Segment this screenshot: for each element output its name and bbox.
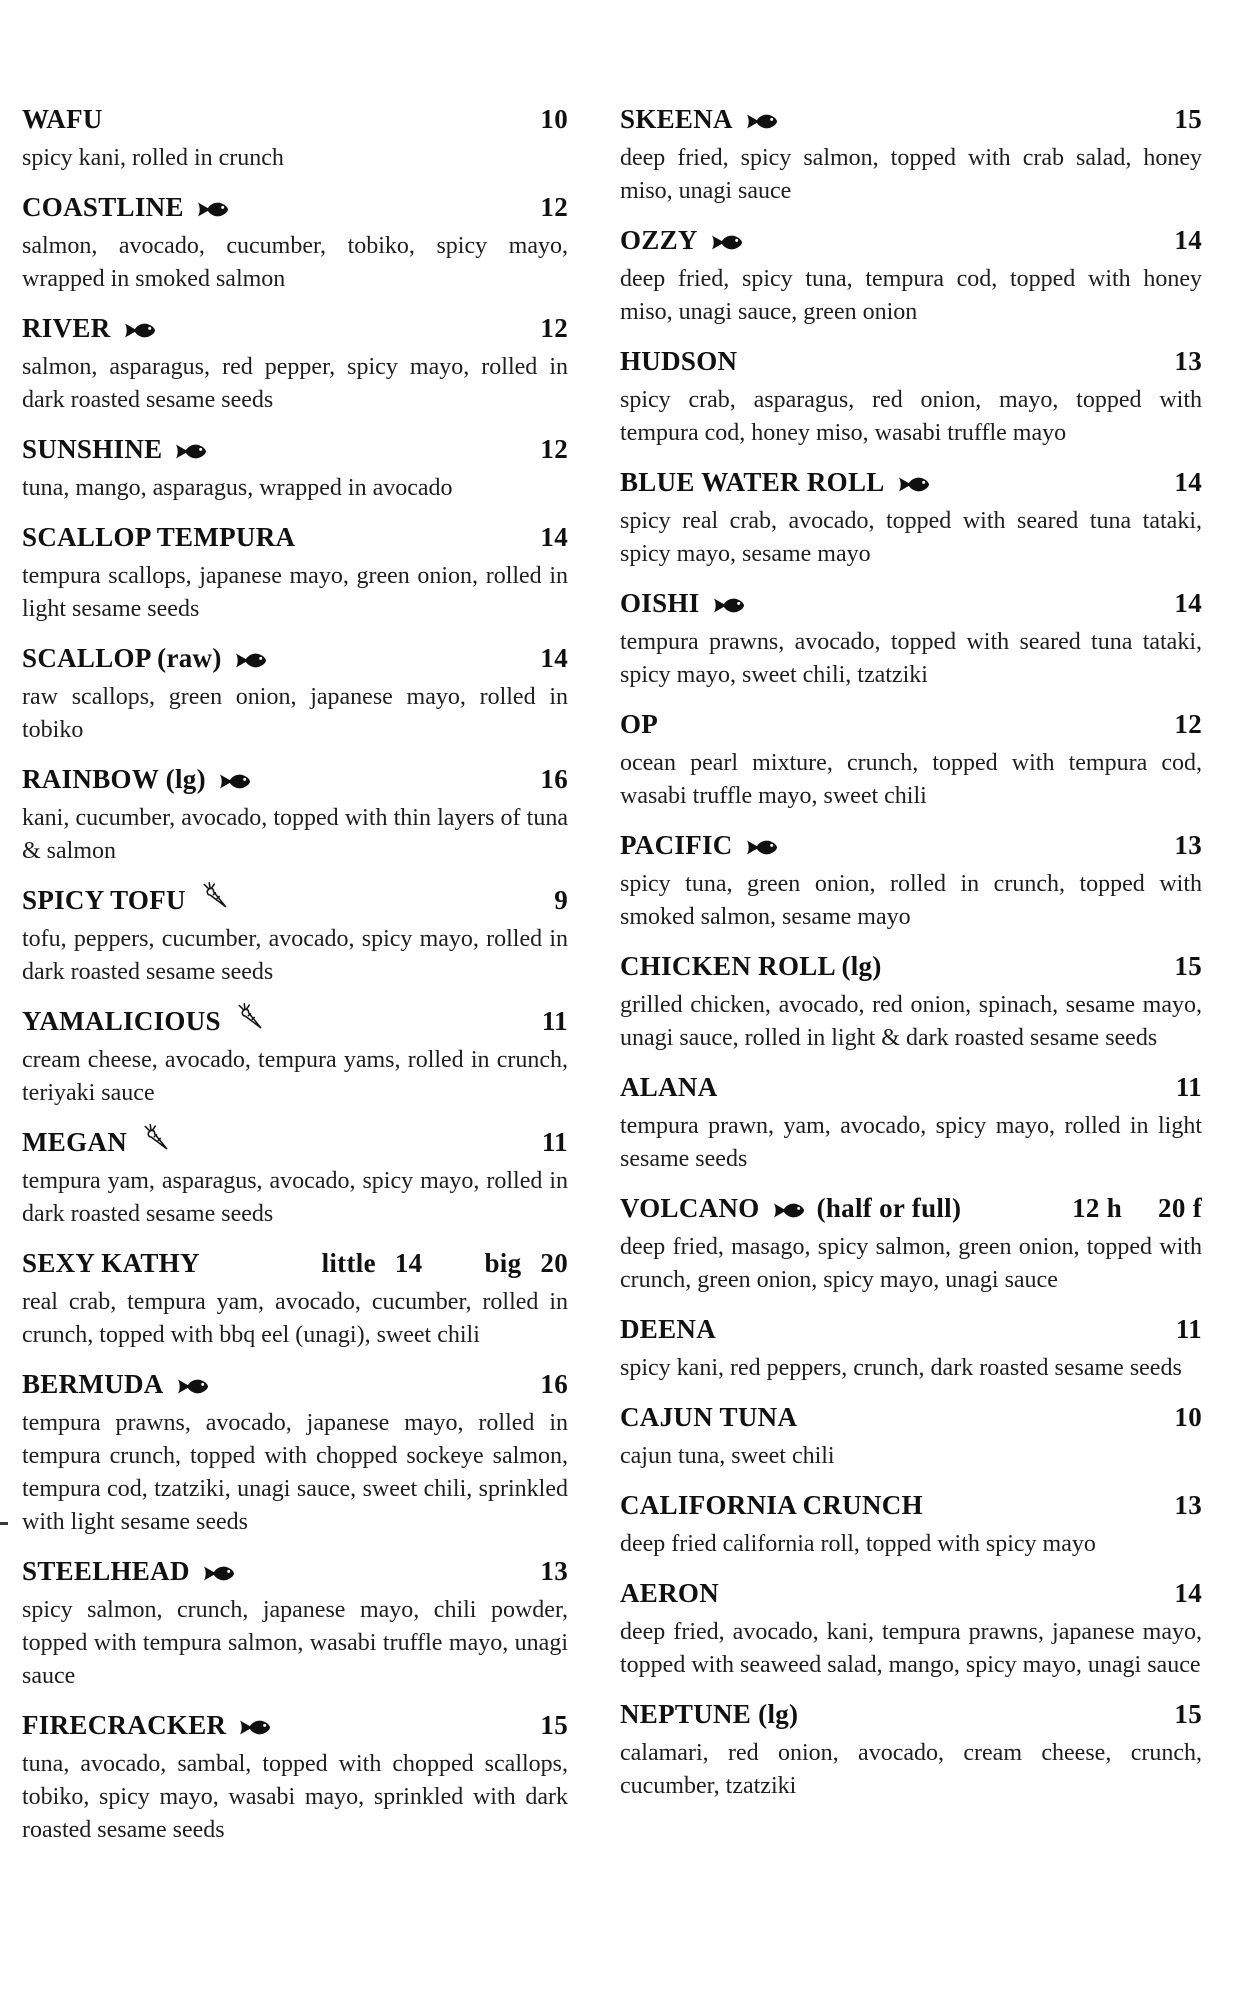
item-name: SEXY KATHY — [22, 1248, 200, 1278]
item-price: 15 — [1174, 104, 1202, 134]
menu-item — [620, 1697, 1202, 1803]
item-suffix: (half or full) — [816, 1193, 962, 1223]
menu-item — [620, 1312, 1202, 1385]
item-price-area — [1174, 586, 1202, 620]
item-name: SCALLOP TEMPURA — [22, 522, 296, 552]
item-name: BERMUDA — [22, 1369, 164, 1399]
item-name: HUDSON — [620, 346, 738, 376]
item-header — [22, 1708, 568, 1742]
fish-icon — [773, 1198, 805, 1219]
item-desc: spicy real crab, avocado, topped with seared tuna tataki, spicy mayo, sesame mayo — [620, 508, 1202, 567]
item-desc: real crab, tempura yam, avocado, cucumber, rolled in crunch, topped with bbq eel (unagi), sweet chili — [22, 1289, 568, 1348]
item-name: STEELHEAD — [22, 1556, 190, 1586]
item-price-area — [322, 1246, 568, 1280]
item-header — [22, 641, 568, 675]
menu-item — [22, 311, 568, 417]
item-price: 12 — [1174, 709, 1202, 739]
menu-column-left — [22, 102, 568, 1862]
item-price-area — [554, 883, 568, 917]
menu-item — [620, 102, 1202, 208]
item-price-area — [540, 1708, 568, 1742]
menu-item — [620, 223, 1202, 329]
item-header — [22, 432, 568, 466]
item-desc: deep fried, avocado, kani, tempura prawns, japanese mayo, topped with seaweed salad, mango, spicy mayo, unagi sauce — [620, 1619, 1202, 1678]
item-header — [620, 1191, 1202, 1225]
item-desc: kani, cucumber, avocado, topped with thin layers of tuna & salmon — [22, 805, 568, 864]
item-header — [620, 949, 1202, 983]
menu-item — [22, 1004, 568, 1110]
item-name: DEENA — [620, 1314, 717, 1344]
item-price-area — [540, 102, 568, 136]
item-desc: spicy kani, red peppers, crunch, dark roasted sesame seeds — [620, 1355, 1182, 1381]
item-name: SCALLOP (raw) — [22, 643, 222, 673]
item-desc: spicy crab, asparagus, red onion, mayo, topped with tempura cod, honey miso, wasabi truffle mayo — [620, 387, 1202, 446]
item-price: 14 — [1174, 467, 1202, 497]
item-price-area — [1174, 102, 1202, 136]
item-price: 13 — [1174, 346, 1202, 376]
item-desc: deep fried, spicy tuna, tempura cod, topped with honey miso, unagi sauce, green onion — [620, 266, 1202, 325]
item-desc: spicy tuna, green onion, rolled in crunch, topped with smoked salmon, sesame mayo — [620, 871, 1202, 930]
item-price-area — [540, 762, 568, 796]
fish-icon — [746, 835, 778, 856]
item-name: OP — [620, 709, 659, 739]
size-price: 14 — [394, 1248, 423, 1278]
menu-column-right — [620, 102, 1202, 1818]
menu-item — [620, 1191, 1202, 1297]
item-name: SKEENA — [620, 104, 733, 134]
item-price: 9 — [554, 885, 568, 915]
item-price: 10 — [1174, 1402, 1202, 1432]
item-price: 13 — [1174, 830, 1202, 860]
menu-item — [620, 465, 1202, 571]
menu-item — [22, 883, 568, 989]
item-name: SPICY TOFU — [22, 885, 186, 915]
carrot-icon — [140, 1128, 169, 1157]
item-price: 12 — [540, 313, 568, 343]
item-desc: calamari, red onion, avocado, cream cheese, crunch, cucumber, tzatziki — [620, 1740, 1202, 1799]
item-price-area — [1176, 1070, 1202, 1104]
item-header — [22, 311, 568, 345]
item-size-option — [322, 1246, 423, 1280]
item-header — [620, 223, 1202, 257]
item-price: 11 — [541, 1127, 568, 1157]
menu-item — [620, 949, 1202, 1055]
item-price: 14 — [1174, 225, 1202, 255]
item-name: YAMALICIOUS — [22, 1006, 221, 1036]
item-price: 12 — [540, 192, 568, 222]
item-name: ALANA — [620, 1072, 718, 1102]
carrot-icon — [234, 1007, 263, 1036]
item-desc: tempura prawns, avocado, japanese mayo, rolled in tempura crunch, topped with chopped sockeye salmon, tempura cod, tzatziki, unagi sauce, sweet chili, sprinkled with light sesame seeds — [22, 1410, 568, 1535]
item-desc: salmon, avocado, cucumber, tobiko, spicy mayo, wrapped in smoked salmon — [22, 233, 568, 292]
size-label: big — [484, 1248, 522, 1278]
item-desc: tempura prawn, yam, avocado, spicy mayo, rolled in light sesame seeds — [620, 1113, 1202, 1172]
item-price-area — [1174, 465, 1202, 499]
item-name: WAFU — [22, 104, 103, 134]
menu-item — [620, 344, 1202, 450]
item-header — [22, 520, 568, 554]
menu-item — [22, 1125, 568, 1231]
item-price-area — [1174, 707, 1202, 741]
item-name: OZZY — [620, 225, 698, 255]
item-price-area — [540, 1367, 568, 1401]
menu-item — [22, 1708, 568, 1847]
menu-item — [22, 1554, 568, 1693]
item-header — [22, 1554, 568, 1588]
item-header — [620, 586, 1202, 620]
item-price: 11 — [541, 1006, 568, 1036]
item-price-area — [542, 1004, 568, 1038]
menu-item — [620, 586, 1202, 692]
menu-item — [22, 520, 568, 626]
item-price-area — [1174, 949, 1202, 983]
item-header — [22, 883, 568, 917]
fish-icon — [898, 472, 930, 493]
item-price: 12 — [540, 434, 568, 464]
fish-icon — [235, 648, 267, 669]
item-price: 14 — [540, 643, 568, 673]
item-name: SUNSHINE — [22, 434, 163, 464]
item-price-area — [540, 1554, 568, 1588]
item-header — [620, 1400, 1202, 1434]
item-name: OISHI — [620, 588, 700, 618]
item-price-area — [1174, 1697, 1202, 1731]
item-name: FIRECRACKER — [22, 1710, 227, 1740]
item-price-area — [1174, 344, 1202, 378]
item-price-area — [1072, 1191, 1202, 1225]
item-price: 16 — [540, 764, 568, 794]
item-price: 14 — [1174, 588, 1202, 618]
item-price: 15 — [1174, 1699, 1202, 1729]
item-price-area — [1174, 1400, 1202, 1434]
item-desc: deep fried, masago, spicy salmon, green onion, topped with crunch, green onion, spicy mayo, unagi sauce — [620, 1234, 1202, 1293]
item-price: 12 h — [1072, 1193, 1123, 1223]
item-desc: cajun tuna, sweet chili — [620, 1443, 835, 1469]
menu-item — [620, 1576, 1202, 1682]
item-desc: tempura prawns, avocado, topped with seared tuna tataki, spicy mayo, sweet chili, tzatziki — [620, 629, 1202, 688]
item-desc: deep fried, spicy salmon, topped with crab salad, honey miso, unagi sauce — [620, 145, 1202, 204]
item-size-option — [484, 1246, 568, 1280]
menu-item — [620, 1400, 1202, 1473]
item-header — [620, 344, 1202, 378]
menu-item — [22, 1367, 568, 1539]
fish-icon — [746, 109, 778, 130]
item-desc: salmon, asparagus, red pepper, spicy mayo, rolled in dark roasted sesame seeds — [22, 354, 568, 413]
item-price: 14 — [540, 522, 568, 552]
item-desc: ocean pearl mixture, crunch, topped with tempura cod, wasabi truffle mayo, sweet chili — [620, 750, 1202, 809]
item-name: COASTLINE — [22, 192, 184, 222]
item-price: 14 — [1174, 1578, 1202, 1608]
item-header — [620, 1576, 1202, 1610]
item-header — [620, 828, 1202, 862]
item-price-area — [540, 311, 568, 345]
item-desc: tuna, mango, asparagus, wrapped in avocado — [22, 475, 453, 501]
item-name: MEGAN — [22, 1127, 127, 1157]
item-price: 15 — [1174, 951, 1202, 981]
item-price-area — [542, 1125, 568, 1159]
item-price: 13 — [540, 1556, 568, 1586]
item-price: 13 — [1174, 1490, 1202, 1520]
item-price-area — [1174, 1488, 1202, 1522]
item-price-area — [540, 190, 568, 224]
item-desc: deep fried california roll, topped with spicy mayo — [620, 1531, 1096, 1557]
item-desc: tofu, peppers, cucumber, avocado, spicy mayo, rolled in dark roasted sesame seeds — [22, 926, 568, 985]
item-header — [22, 190, 568, 224]
item-price-area — [540, 641, 568, 675]
menu-item — [620, 1070, 1202, 1176]
item-header — [620, 1697, 1202, 1731]
fish-icon — [713, 593, 745, 614]
item-desc: spicy kani, rolled in crunch — [22, 145, 284, 171]
item-name: NEPTUNE (lg) — [620, 1699, 799, 1729]
item-price-area — [540, 432, 568, 466]
fish-icon — [177, 1374, 209, 1395]
item-header — [22, 1125, 568, 1159]
fish-icon — [219, 769, 251, 790]
item-price: 20 f — [1158, 1193, 1202, 1223]
fish-icon — [124, 318, 156, 339]
item-name: PACIFIC — [620, 830, 733, 860]
menu-item — [620, 1488, 1202, 1561]
item-name: CAJUN TUNA — [620, 1402, 798, 1432]
menu-item — [22, 190, 568, 296]
item-desc: tuna, avocado, sambal, topped with chopped scallops, tobiko, spicy mayo, wasabi mayo, sprinkled with dark roasted sesame seeds — [22, 1751, 568, 1843]
item-header — [22, 1246, 568, 1280]
item-price-area — [1174, 828, 1202, 862]
item-header — [620, 1070, 1202, 1104]
menu-item — [22, 762, 568, 868]
item-price: 16 — [540, 1369, 568, 1399]
fish-icon — [203, 1561, 235, 1582]
item-desc: raw scallops, green onion, japanese mayo, rolled in tobiko — [22, 684, 568, 743]
item-header — [620, 1312, 1202, 1346]
item-name: BLUE WATER ROLL — [620, 467, 885, 497]
fish-icon — [175, 439, 207, 460]
item-desc: tempura yam, asparagus, avocado, spicy mayo, rolled in dark roasted sesame seeds — [22, 1168, 568, 1227]
item-header — [620, 1488, 1202, 1522]
size-label: little — [321, 1248, 376, 1278]
item-name: CHICKEN ROLL (lg) — [620, 951, 882, 981]
carrot-icon — [199, 886, 228, 915]
item-price-area — [1174, 223, 1202, 257]
item-header — [22, 762, 568, 796]
item-header — [620, 465, 1202, 499]
item-header — [22, 1004, 568, 1038]
item-header — [22, 1367, 568, 1401]
item-price: 11 — [1175, 1314, 1202, 1344]
item-name: AERON — [620, 1578, 720, 1608]
item-price-area — [1176, 1312, 1202, 1346]
menu-item — [22, 1246, 568, 1352]
item-name: CALIFORNIA CRUNCH — [620, 1490, 923, 1520]
fish-icon — [711, 230, 743, 251]
item-header — [620, 102, 1202, 136]
item-price: 11 — [1175, 1072, 1202, 1102]
item-price: 15 — [540, 1710, 568, 1740]
item-name: RAINBOW (lg) — [22, 764, 206, 794]
fish-icon — [197, 197, 229, 218]
item-desc: spicy salmon, crunch, japanese mayo, chili powder, topped with tempura salmon, wasabi truffle mayo, unagi sauce — [22, 1597, 568, 1689]
menu-item — [22, 102, 568, 175]
size-price: 20 — [540, 1248, 568, 1278]
item-header — [22, 102, 568, 136]
menu-item — [22, 432, 568, 505]
scan-speck — [0, 1522, 8, 1525]
item-desc: tempura scallops, japanese mayo, green onion, rolled in light sesame seeds — [22, 563, 568, 622]
item-price-area — [1174, 1576, 1202, 1610]
menu-item — [22, 641, 568, 747]
menu-item — [620, 707, 1202, 813]
item-price: 10 — [540, 104, 568, 134]
menu-item — [620, 828, 1202, 934]
item-price-area — [540, 520, 568, 554]
item-name: RIVER — [22, 313, 111, 343]
item-desc: grilled chicken, avocado, red onion, spinach, sesame mayo, unagi sauce, rolled in light & dark roasted sesame seeds — [620, 992, 1202, 1051]
fish-icon — [239, 1715, 271, 1736]
item-name: VOLCANO — [620, 1193, 760, 1223]
item-desc: cream cheese, avocado, tempura yams, rolled in crunch, teriyaki sauce — [22, 1047, 568, 1106]
item-header — [620, 707, 1202, 741]
